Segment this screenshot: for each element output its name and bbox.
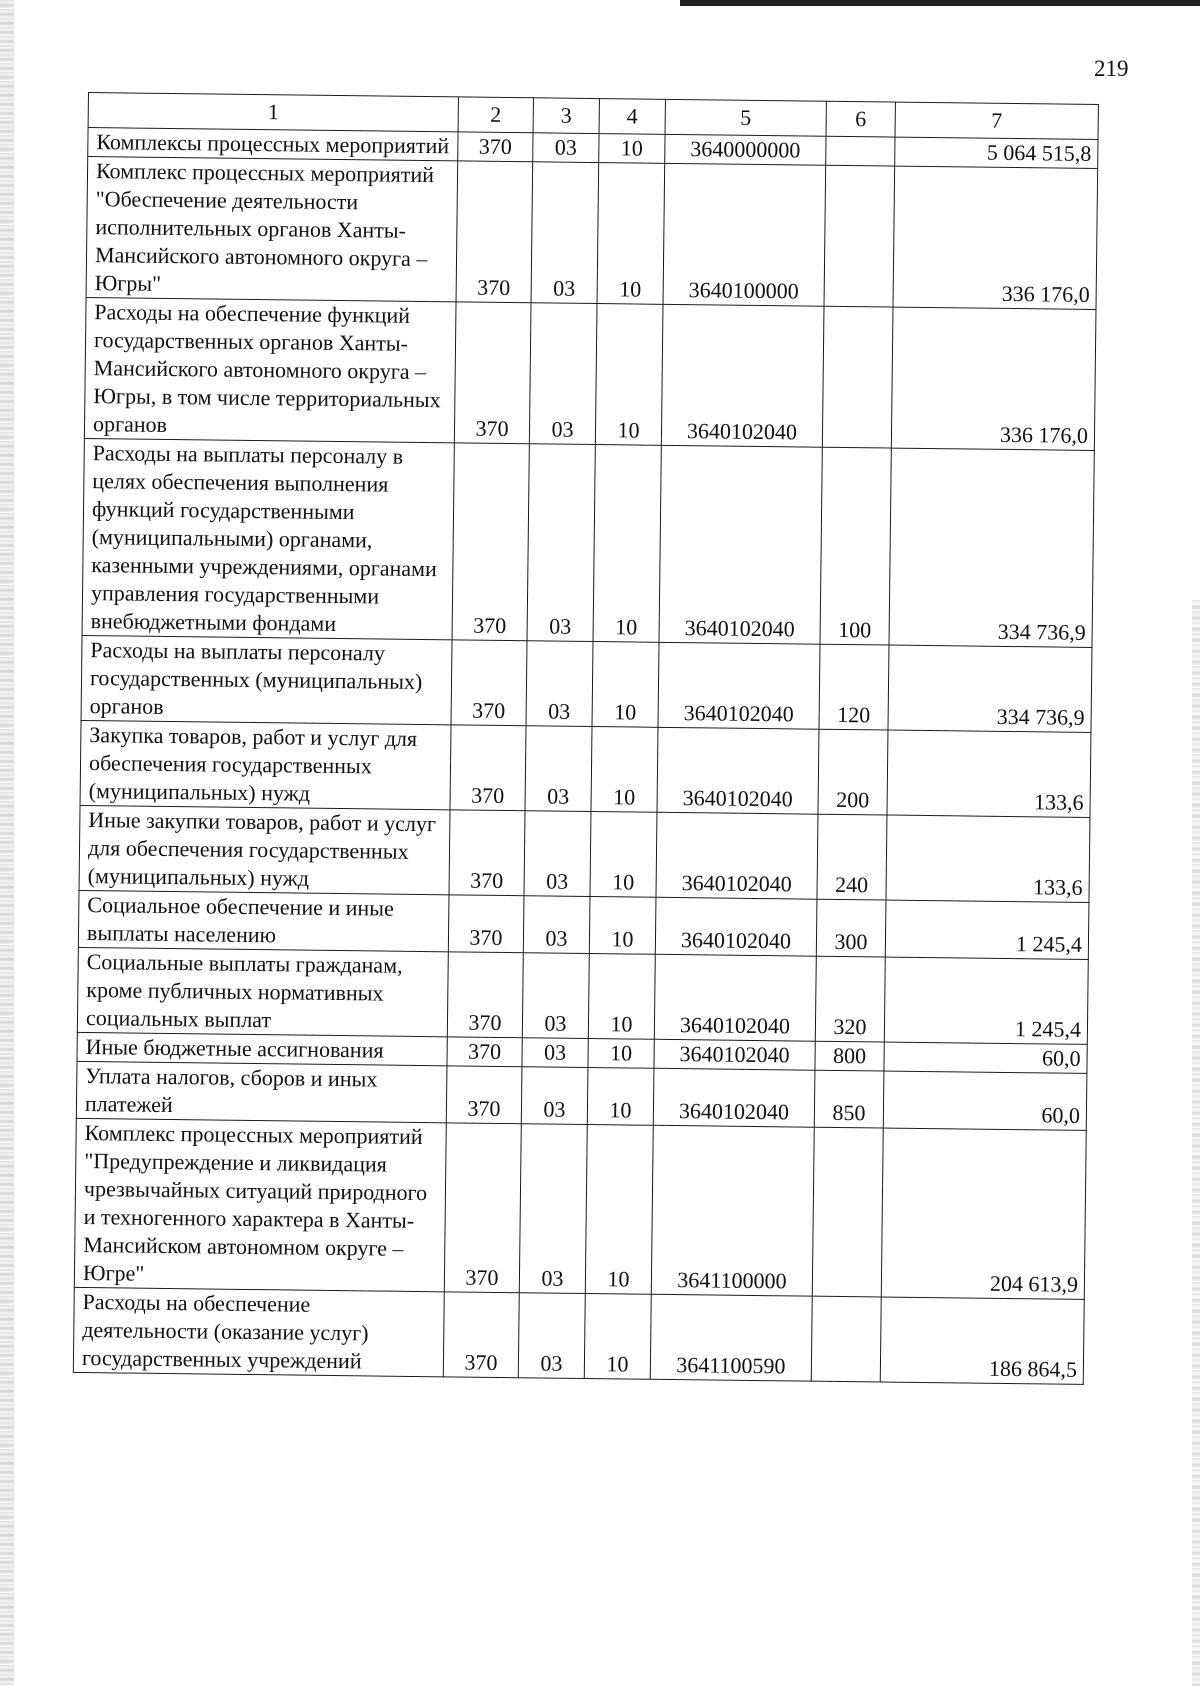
row-code-cell: 03 (526, 641, 593, 727)
row-code-cell: 370 (449, 810, 525, 896)
table-row (86, 157, 1098, 310)
row-code-cell: 10 (584, 1293, 651, 1379)
header-cell: 2 (458, 97, 533, 133)
row-code-cell: 370 (450, 725, 526, 811)
row-amount-cell: 186 864,5 (880, 1297, 1084, 1384)
row-name-cell: Социальные выплаты гражданам, кроме публичных нормативных социальных выплат (77, 947, 448, 1036)
row-code-cell: 120 (819, 644, 889, 730)
row-code-cell: 3640102040 (661, 304, 824, 447)
row-name-cell: Комплекс процессных мероприятий "Обеспечение деятельности исполнительных органов Ханты-Мансийского автономного округа – Югры" (86, 157, 458, 302)
row-amount-cell: 60,0 (884, 1042, 1087, 1073)
row-code-cell: 03 (527, 444, 595, 642)
row-code-cell: 370 (452, 443, 529, 641)
row-code-cell: 10 (587, 1068, 654, 1126)
row-code-cell: 3640102040 (658, 642, 820, 729)
row-code-cell (822, 306, 893, 448)
row-code-cell: 3641100590 (650, 1294, 812, 1381)
table-row (84, 297, 1096, 450)
budget-table-wrapper (73, 92, 1099, 1385)
table-row (82, 438, 1094, 647)
row-code-cell (812, 1127, 883, 1297)
row-code-cell: 300 (816, 899, 886, 957)
row-code-cell: 03 (529, 303, 597, 445)
row-code-cell (811, 1296, 881, 1382)
row-name-cell: Расходы на обеспечение деятельности (оказание услуг) государственных учреждений (73, 1287, 444, 1376)
row-code-cell: 370 (447, 952, 523, 1038)
row-code-cell: 10 (589, 897, 656, 955)
row-code-cell: 370 (447, 1037, 522, 1067)
row-amount-cell: 133,6 (887, 730, 1091, 817)
row-code-cell: 10 (592, 642, 659, 728)
row-code-cell: 03 (518, 1293, 585, 1379)
row-amount-cell: 204 613,9 (881, 1128, 1086, 1299)
row-amount-cell: 336 176,0 (893, 166, 1098, 309)
header-cell: 7 (895, 102, 1098, 139)
row-name-cell: Расходы на выплаты персоналу в целях обеспечения выполнения функций государственными (муниципальными) органами, казенными учреждениями, органами управления государственными внебюджетными фондами (82, 438, 454, 639)
row-code-cell: 370 (443, 1292, 519, 1378)
row-name-cell: Иные закупки товаров, работ и услуг для обеспечения государственных (муниципальных) нужд (79, 805, 450, 894)
row-code-cell: 3640102040 (655, 897, 817, 956)
row-code-cell: 10 (591, 727, 658, 813)
row-amount-cell: 334 736,9 (888, 645, 1092, 732)
row-code-cell: 3640102040 (654, 954, 816, 1041)
row-code-cell: 10 (595, 304, 663, 446)
row-name-cell: Комплексы процессных мероприятий (88, 128, 458, 161)
row-amount-cell: 334 736,9 (889, 448, 1094, 647)
row-code-cell: 370 (458, 132, 533, 162)
row-name-cell: Комплекс процессных мероприятий "Предупреждение и ликвидация чрезвычайных ситуаций природного и техногенного характера в Ханты-Мансийском автономном округе – Югре" (74, 1118, 446, 1291)
table-row (77, 947, 1088, 1044)
budget-table (73, 92, 1099, 1385)
row-code-cell: 370 (448, 895, 524, 953)
table-row (81, 635, 1092, 732)
row-code-cell: 320 (815, 956, 885, 1042)
row-code-cell: 03 (531, 162, 599, 304)
row-code-cell: 850 (814, 1070, 884, 1128)
row-amount-cell: 133,6 (886, 815, 1090, 902)
row-amount-cell: 60,0 (883, 1071, 1087, 1130)
row-name-cell: Социальное обеспечение и иные выплаты населению (78, 890, 449, 951)
row-name-cell: Иные бюджетные ассигнования (77, 1032, 447, 1065)
row-code-cell: 100 (820, 447, 891, 645)
row-code-cell: 3640102040 (656, 812, 818, 899)
row-code-cell: 3640000000 (665, 134, 826, 165)
row-code-cell: 10 (588, 1039, 654, 1069)
row-code-cell: 03 (524, 811, 591, 897)
row-code-cell: 370 (456, 161, 533, 303)
row-name-cell: Закупка товаров, работ и услуг для обеспечения государственных (муниципальных) нужд (80, 720, 451, 809)
row-code-cell: 03 (523, 896, 590, 954)
table-row (80, 720, 1091, 817)
row-code-cell: 10 (593, 445, 661, 643)
row-code-cell: 10 (590, 812, 657, 898)
row-amount-cell: 1 245,4 (885, 900, 1089, 959)
row-code-cell: 240 (817, 814, 887, 900)
table-row (73, 1287, 1084, 1384)
row-amount-cell: 336 176,0 (891, 307, 1096, 450)
row-code-cell: 3640102040 (653, 1068, 815, 1127)
row-amount-cell: 5 064 515,8 (895, 137, 1098, 168)
row-code-cell: 200 (818, 729, 888, 815)
row-code-cell: 10 (588, 954, 655, 1040)
table-row (79, 805, 1090, 902)
scan-top-bar (680, 0, 1200, 6)
table-body (73, 93, 1098, 1385)
row-code-cell: 10 (585, 1124, 653, 1294)
row-name-cell: Расходы на обеспечение функций государственных органов Ханты-Мансийского автономного округа – Югры, в том числе территориальных органов (84, 297, 456, 442)
row-code-cell: 10 (597, 163, 665, 305)
scan-edge-right (1192, 600, 1200, 1686)
row-code-cell: 03 (522, 953, 589, 1039)
row-code-cell (826, 136, 895, 166)
row-code-cell: 800 (815, 1041, 884, 1071)
row-code-cell: 3640102040 (659, 445, 822, 644)
row-code-cell: 03 (521, 1067, 588, 1125)
row-code-cell: 370 (454, 302, 531, 444)
header-cell: 3 (533, 98, 599, 134)
header-cell: 5 (665, 99, 826, 136)
row-code-cell: 3641100000 (651, 1125, 814, 1296)
row-code-cell: 03 (533, 133, 599, 163)
row-code-cell: 03 (522, 1038, 588, 1068)
row-code-cell: 370 (444, 1123, 521, 1293)
header-cell: 6 (826, 101, 895, 137)
row-name-cell: Расходы на выплаты персоналу государственных (муниципальных) органов (81, 635, 452, 724)
page-number: 219 (1094, 56, 1129, 81)
row-name-cell: Уплата налогов, сборов и иных платежей (76, 1061, 447, 1122)
row-code-cell: 370 (451, 640, 527, 726)
row-code-cell: 3640102040 (654, 1039, 815, 1070)
row-code-cell: 370 (446, 1066, 522, 1124)
header-cell: 1 (88, 93, 458, 132)
row-code-cell: 3640102040 (657, 727, 819, 814)
header-cell: 4 (599, 99, 665, 135)
table-row (74, 1118, 1086, 1299)
row-code-cell: 03 (525, 726, 592, 812)
row-code-cell: 03 (519, 1124, 587, 1294)
row-amount-cell: 1 245,4 (884, 957, 1088, 1044)
row-code-cell (824, 165, 895, 307)
row-code-cell: 3640100000 (663, 163, 826, 306)
row-code-cell: 10 (599, 134, 665, 164)
scan-edge-left (0, 0, 14, 1686)
